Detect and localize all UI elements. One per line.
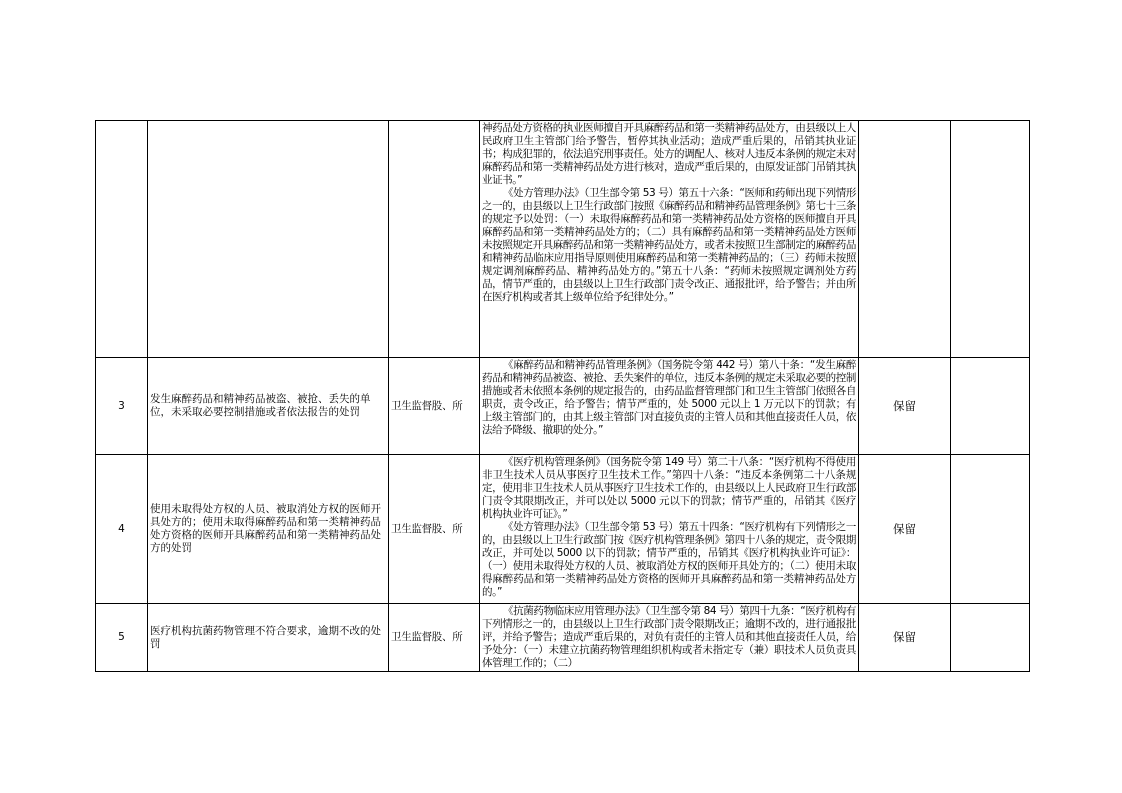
- legal-basis-cell: [480, 604, 859, 672]
- department-cell: 卫生监督股、所: [389, 455, 480, 604]
- table-row: [96, 358, 1030, 455]
- table-row: [96, 121, 1030, 358]
- department-cell: 卫生监督股、所: [389, 604, 480, 672]
- legal-basis-paragraph: 《处方管理办法》（卫生部令第 53 号）第五十六条：“医师和药师出现下列情形之一的，由县级以上卫生行政部门按照《麻醉药品和精神药品管理条例》第七十三条的规定予以处罚：（一）未取得麻醉药品和第一类精神药品处方资格的医师擅自开具麻醉药品和第一类精神药品处方的；（二）具有麻醉药品和第一类精神药品处方医师未按照规定开具麻醉药品和第一类精神药品处方，或者未按照卫生部制定的麻醉药品和精神药品临床应用指导原则使用麻醉药品和第一类精神药品的；（三）药师未按照规定调剂麻醉药品、精神药品处方的。”第五十八条：“药师未按照规定调剂处方药品，情节严重的，由县级以上卫生行政部门责令改正、通报批评，给予警告；并由所在医疗机构或者其上级单位给予纪律处分。”: [482, 187, 856, 303]
- item-name-cell: 使用未取得处方权的人员、被取消处方权的医师开具处方的；使用未取得麻醉药品和第一类精神药品处方资格的医师开具麻醉药品和第一类精神药品处方的处罚: [148, 455, 389, 604]
- table-row: [96, 455, 1030, 604]
- remarks-cell: [951, 604, 1030, 672]
- remarks-cell: [951, 358, 1030, 455]
- department-cell: 卫生监督股、所: [389, 358, 480, 455]
- row-number-cell: [96, 121, 148, 358]
- row-number-cell: 4: [96, 455, 148, 604]
- legal-basis-cell: [480, 455, 859, 604]
- remarks-cell: [951, 121, 1030, 358]
- item-name-cell: [148, 121, 389, 358]
- legal-basis-paragraph: 神药品处方资格的执业医师擅自开具麻醉药品和第一类精神药品处方，由县级以上人民政府卫生主管部门给予警告，暂停其执业活动；造成严重后果的，吊销其执业证书；构成犯罪的，依法追究刑事责任。处方的调配人、核对人违反本条例的规定未对麻醉药品和第一类精神药品处方进行核对，造成严重后果的，由原发证部门吊销其执业证书。”: [482, 122, 856, 186]
- status-cell: 保留: [859, 455, 951, 604]
- table-row: [96, 604, 1030, 672]
- department-cell: [389, 121, 480, 358]
- legal-basis-paragraph: 《麻醉药品和精神药品管理条例》（国务院令第 442 号）第八十条：“发生麻醉药品和精神药品被盗、被抢、丢失案件的单位，违反本条例的规定未采取必要的控制措施或者未依照本条例的规定报告的，由药品监督管理部门和卫生主管部门依照各自职责，责令改正，给予警告；情节严重的，处 5000 元以上 1 万元以下的罚款；有上级主管部门的，由其上级主管部门对直接负责的主管人员和其他直接责任人员，依法给予降级、撤职的处分。”: [482, 359, 856, 436]
- legal-basis-cell: [480, 121, 859, 358]
- status-cell: 保留: [859, 604, 951, 672]
- status-cell: [859, 121, 951, 358]
- status-cell: 保留: [859, 358, 951, 455]
- item-name-cell: 医疗机构抗菌药物管理不符合要求，逾期不改的处罚: [148, 604, 389, 672]
- row-number-cell: 5: [96, 604, 148, 672]
- item-name-cell: 发生麻醉药品和精神药品被盗、被抢、丢失的单位，未采取必要控制措施或者依法报告的处罚: [148, 358, 389, 455]
- legal-basis-paragraph: 《抗菌药物临床应用管理办法》（卫生部令第 84 号）第四十九条：“医疗机构有下列情形之一的，由县级以上卫生行政部门责令限期改正；逾期不改的，进行通报批评，并给予警告；造成严重后果的，对负有责任的主管人员和其他直接责任人员，给予处分：（一）未建立抗菌药物管理组织机构或者未指定专（兼）职技术人员负责具体管理工作的；（二）: [482, 605, 856, 669]
- remarks-cell: [951, 455, 1030, 604]
- legal-basis-paragraph: 《处方管理办法》（卫生部令第 53 号）第五十四条：“医疗机构有下列情形之一的，由县级以上卫生行政部门按《医疗机构管理条例》第四十八条的规定，责令限期改正，并可处以 5000 以下的罚款；情节严重的，吊销其《医疗机构执业许可证》：（一）使用未取得处方权的人员、被取消处方权的医师开具处方的；（二）使用未取得麻醉药品和第一类精神药品处方资格的医师开具麻醉药品和第一类精神药品处方的。”: [482, 521, 856, 598]
- row-number-cell: 3: [96, 358, 148, 455]
- legal-basis-paragraph: 《医疗机构管理条例》（国务院令第 149 号）第二十八条：“医疗机构不得使用非卫生技术人员从事医疗卫生技术工作。”第四十八条：“违反本条例第二十八条规定，使用非卫生技术人员从事医疗卫生技术工作的，由县级以上人民政府卫生行政部门责令其限期改正，并可以处以 5000 元以下的罚款；情节严重的，吊销其《医疗机构执业许可证》。”: [482, 456, 856, 520]
- regulation-table: [95, 120, 1030, 672]
- legal-basis-cell: [480, 358, 859, 455]
